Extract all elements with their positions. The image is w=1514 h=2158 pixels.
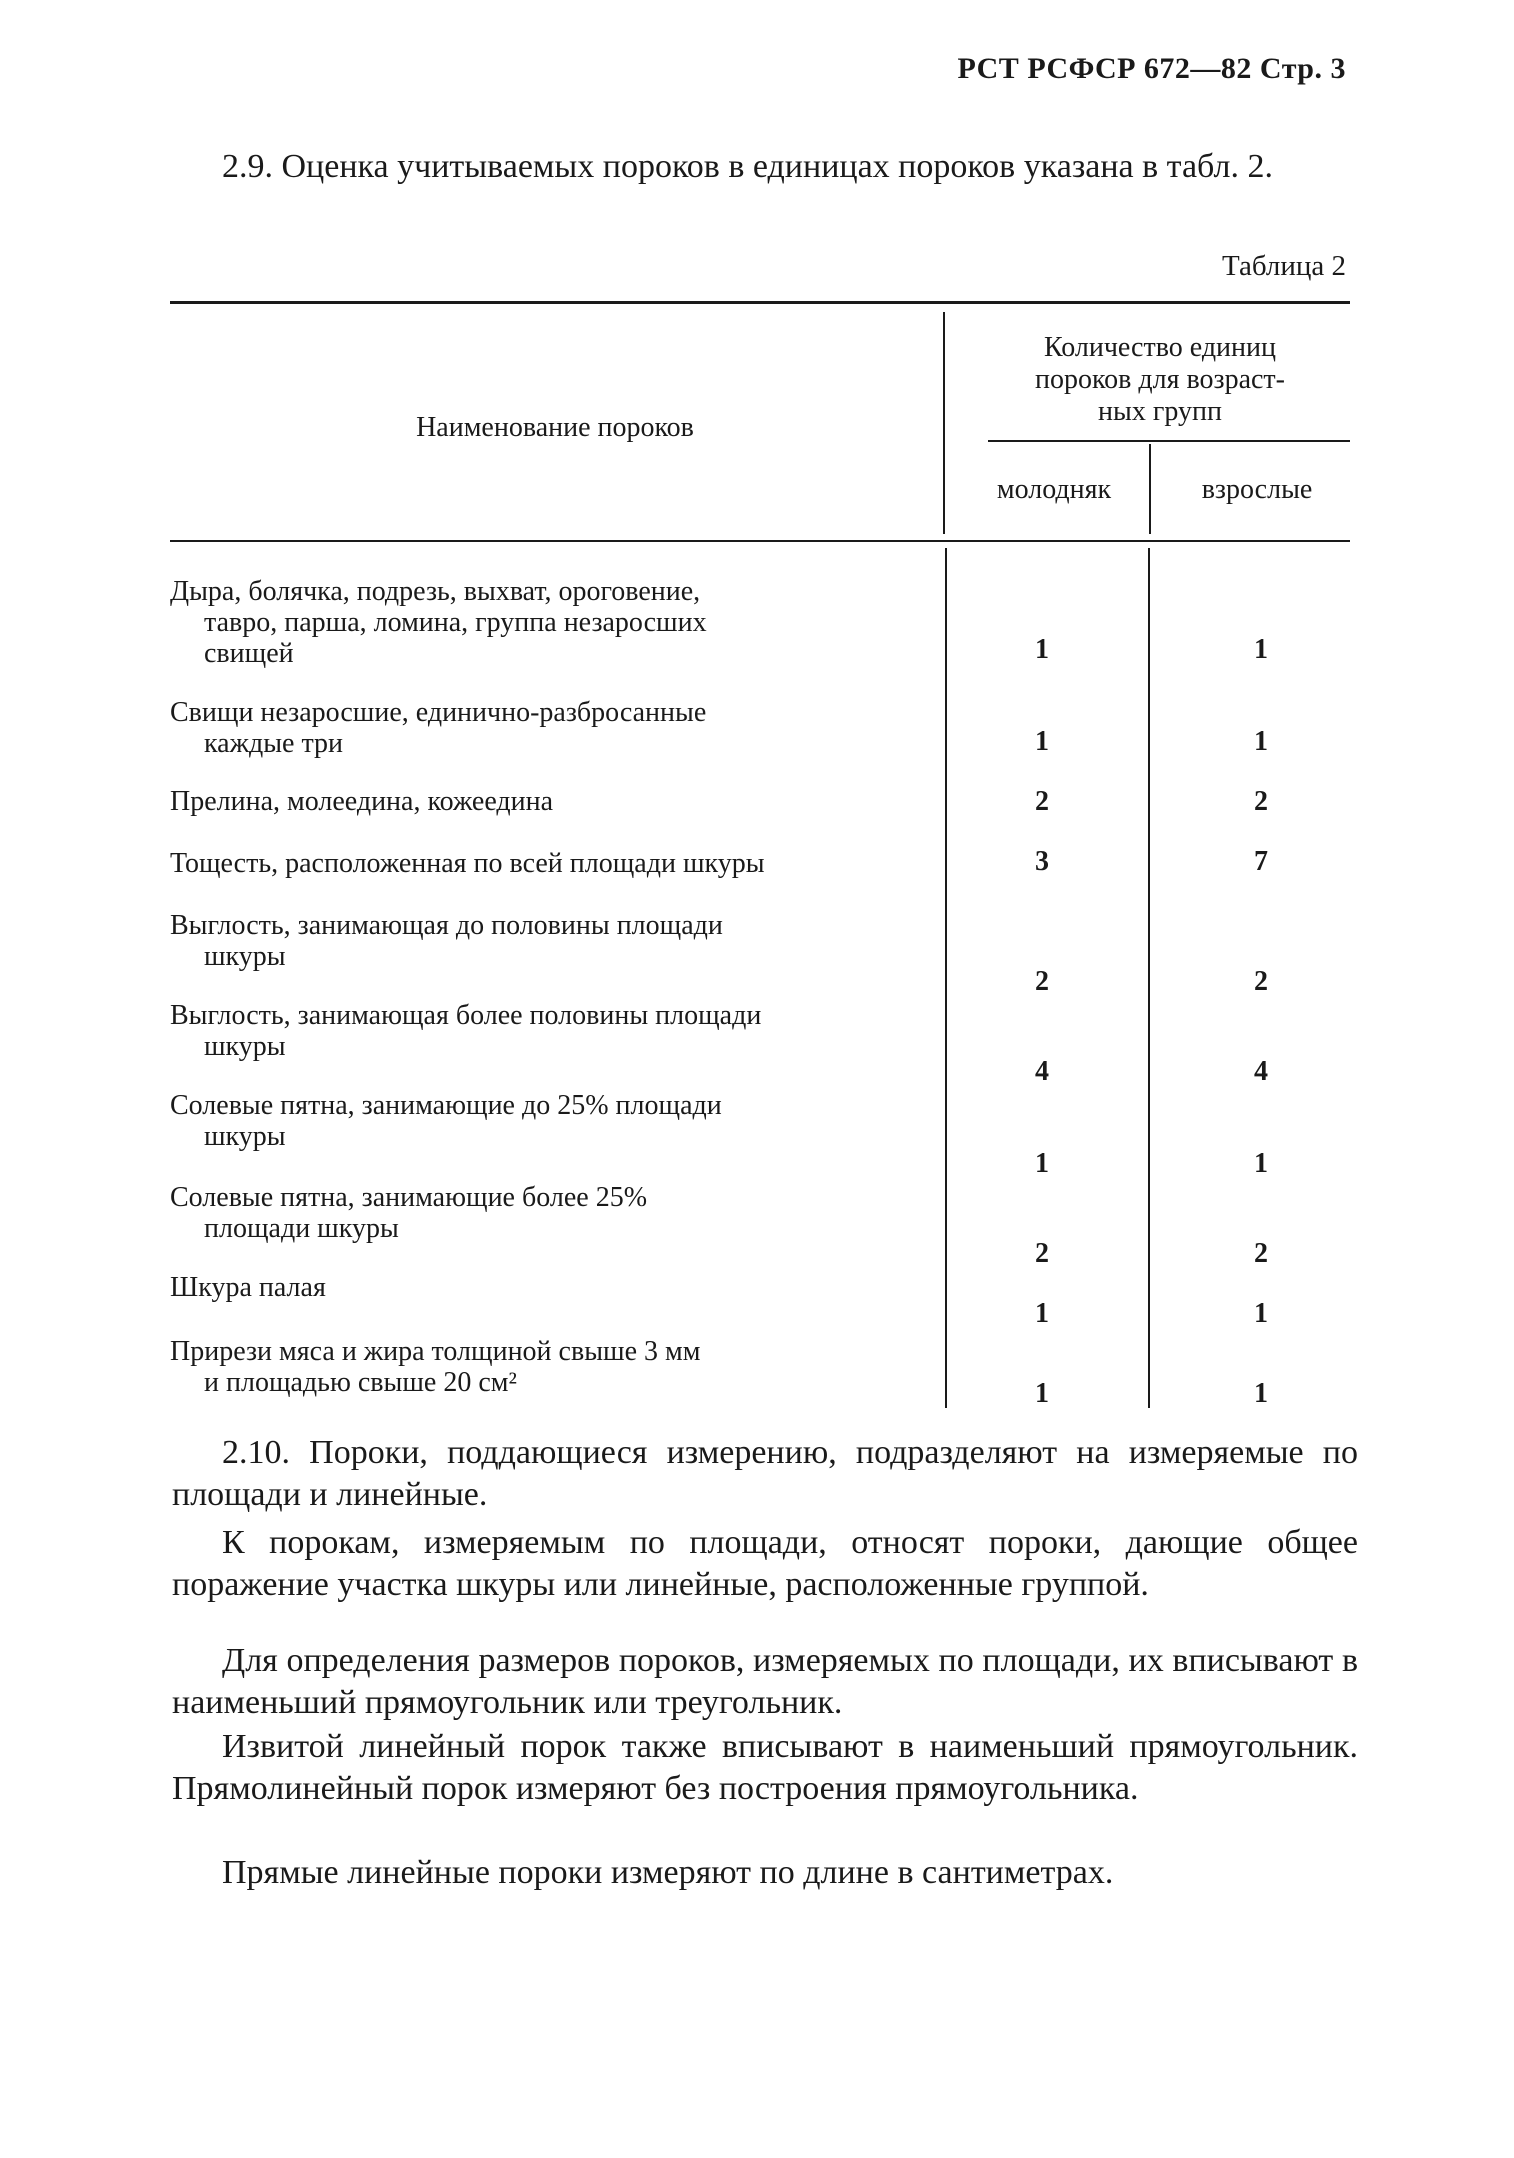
row-name-line: Солевые пятна, занимающие до 25% площади <box>170 1090 722 1121</box>
row-name-line: шкуры <box>204 1031 286 1062</box>
row-name-line: шкуры <box>204 1121 286 1152</box>
row-name-line: Свищи незаросшие, единично-разбросанные <box>170 697 707 728</box>
row-name-line: Тощесть, расположенная по всей площади шкуры <box>170 848 765 879</box>
row-adult-value: 2 <box>1254 786 1268 817</box>
row-young-value: 1 <box>1035 1298 1049 1329</box>
table-row-name <box>170 1182 890 1244</box>
row-name-line: и площадью свыше 20 см² <box>204 1367 517 1398</box>
body-vertical-rule-left <box>945 548 947 1408</box>
table-row-name <box>170 576 890 669</box>
row-young-value: 1 <box>1035 1378 1049 1409</box>
row-name-line: Выглость, занимающая более половины площади <box>170 1000 762 1031</box>
row-name-line: Шкура палая <box>170 1272 326 1303</box>
row-adult-value: 1 <box>1254 726 1268 757</box>
header-vertical-rule <box>943 312 945 534</box>
table-row-name <box>170 910 890 972</box>
subheader-vertical-rule <box>1149 444 1151 534</box>
row-adult-value: 2 <box>1254 1238 1268 1269</box>
row-name-line: свищей <box>204 638 294 669</box>
row-name-line: Дыра, болячка, подрезь, выхват, ороговение, <box>170 576 701 607</box>
table-row-name <box>170 1336 890 1398</box>
row-adult-value: 2 <box>1254 966 1268 997</box>
body-paragraph: 2.10. Пороки, поддающиеся измерению, подразделяют на измеряемые по площади и линейные. <box>172 1434 1358 1513</box>
body-paragraph: Извитой линейный порок также вписывают в наименьший прямоугольник. Прямолинейный порок измеряют без построения прямоугольника. <box>172 1728 1358 1807</box>
col-name-header: Наименование пороков <box>416 412 694 443</box>
group-header-line: Количество единиц <box>1043 332 1276 363</box>
group-header-line: ных групп <box>1098 396 1222 427</box>
row-adult-value: 7 <box>1254 846 1268 877</box>
row-young-value: 2 <box>1035 1238 1049 1269</box>
group-header-rule <box>988 440 1350 442</box>
row-young-value: 2 <box>1035 786 1049 817</box>
row-name-line: Солевые пятна, занимающие более 25% <box>170 1182 648 1213</box>
row-adult-value: 4 <box>1254 1056 1268 1087</box>
row-young-value: 2 <box>1035 966 1049 997</box>
table-row-name <box>170 697 890 759</box>
row-adult-value: 1 <box>1254 1378 1268 1409</box>
row-name-line: Выглость, занимающая до половины площади <box>170 910 723 941</box>
row-young-value: 3 <box>1035 846 1049 877</box>
row-name-line: Прирези мяса и жира толщиной свыше 3 мм <box>170 1336 701 1367</box>
row-young-value: 4 <box>1035 1056 1049 1087</box>
table-top-rule <box>170 301 1350 304</box>
subheader-young: молодняк <box>996 474 1112 505</box>
subheader-adult: взрослые <box>1201 474 1313 505</box>
body-vertical-rule-right <box>1148 548 1150 1408</box>
table-row-name <box>170 848 890 879</box>
body-paragraph: Для определения размеров пороков, измеряемых по площади, их вписывают в наименьший прямоугольник или треугольник. <box>172 1642 1358 1721</box>
row-young-value: 1 <box>1035 726 1049 757</box>
row-adult-value: 1 <box>1254 634 1268 665</box>
table-label: Таблица 2 <box>1221 250 1346 282</box>
row-name-line: тавро, парша, ломина, группа незаросших <box>204 607 707 638</box>
table-row-name <box>170 1090 890 1152</box>
table-row-name <box>170 786 890 817</box>
group-header <box>960 332 1360 428</box>
group-header-line: пороков для возраст- <box>1035 364 1285 395</box>
row-name-line: каждые три <box>204 728 344 759</box>
header-bottom-rule <box>170 540 1350 542</box>
table-row-name <box>170 1000 890 1062</box>
row-adult-value: 1 <box>1254 1298 1268 1329</box>
intro-paragraph: 2.9. Оценка учитываемых пороков в единицах пороков указана в табл. 2. <box>222 148 1273 185</box>
row-young-value: 1 <box>1035 1148 1049 1179</box>
row-name-line: шкуры <box>204 941 286 972</box>
body-paragraph: Прямые линейные пороки измеряют по длине в сантиметрах. <box>222 1854 1114 1891</box>
row-name-line: площади шкуры <box>204 1213 399 1244</box>
table-row-name <box>170 1272 890 1303</box>
body-paragraph: К порокам, измеряемым по площади, относят пороки, дающие общее поражение участка шкуры или линейные, расположенные группой. <box>172 1524 1358 1603</box>
row-young-value: 1 <box>1035 634 1049 665</box>
page-header: РСТ РСФСР 672—82 Стр. 3 <box>957 52 1346 85</box>
row-name-line: Прелина, молеедина, кожеедина <box>170 786 554 817</box>
row-adult-value: 1 <box>1254 1148 1268 1179</box>
